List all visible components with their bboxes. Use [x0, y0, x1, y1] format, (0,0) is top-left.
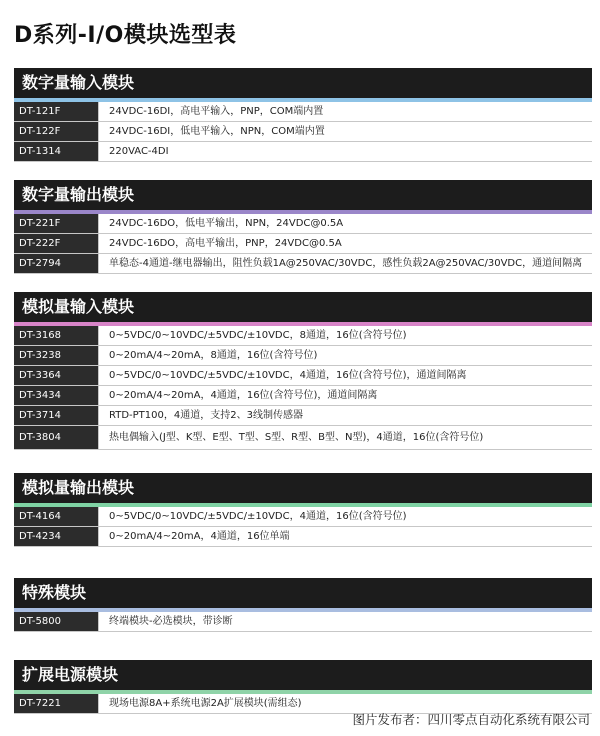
module-section	[14, 180, 592, 274]
module-section	[14, 68, 592, 162]
module-description: 0~20mA/4~20mA，4通道，16位(含符号位)，通道间隔离	[98, 386, 592, 405]
module-description: RTD-PT100，4通道，支持2、3线制传感器	[98, 406, 592, 425]
module-code: DT-221F	[14, 214, 98, 233]
module-description: 热电偶输入(J型、K型、E型、T型、S型、R型、B型、N型)，4通道，16位(含符号位)	[98, 426, 592, 449]
table-row	[14, 426, 592, 450]
module-description: 24VDC-16DI，低电平输入，NPN，COM端内置	[98, 122, 592, 141]
table-row	[14, 527, 592, 547]
module-section	[14, 660, 592, 714]
module-description: 0~20mA/4~20mA，8通道，16位(含符号位)	[98, 346, 592, 365]
table-row	[14, 234, 592, 254]
section-title: 扩展电源模块	[14, 660, 592, 690]
module-description: 0~20mA/4~20mA，4通道，16位单端	[98, 527, 592, 546]
module-code: DT-222F	[14, 234, 98, 253]
module-description: 现场电源8A+系统电源2A扩展模块(需组态)	[98, 694, 592, 713]
module-code: DT-4234	[14, 527, 98, 546]
section-title: 模拟量输出模块	[14, 473, 592, 503]
table-row	[14, 254, 592, 274]
table-row	[14, 612, 592, 632]
module-description: 24VDC-16DI，高电平输入，PNP，COM端内置	[98, 102, 592, 121]
module-code: DT-5800	[14, 612, 98, 631]
module-section	[14, 292, 592, 450]
table-row	[14, 214, 592, 234]
module-description: 220VAC-4DI	[98, 142, 592, 161]
module-section	[14, 473, 592, 547]
section-title: 特殊模块	[14, 578, 592, 608]
section-title: 模拟量输入模块	[14, 292, 592, 322]
module-code: DT-2794	[14, 254, 98, 273]
page-title: D系列-I/O模块选型表	[14, 23, 237, 48]
table-row	[14, 386, 592, 406]
module-code: DT-4164	[14, 507, 98, 526]
module-code: DT-7221	[14, 694, 98, 713]
module-code: DT-3168	[14, 326, 98, 345]
table-row	[14, 142, 592, 162]
table-row	[14, 366, 592, 386]
table-row	[14, 122, 592, 142]
section-title: 数字量输入模块	[14, 68, 592, 98]
module-code: DT-122F	[14, 122, 98, 141]
module-description: 0~5VDC/0~10VDC/±5VDC/±10VDC，8通道，16位(含符号位)	[98, 326, 592, 345]
module-code: DT-3804	[14, 426, 98, 449]
module-code: DT-3434	[14, 386, 98, 405]
module-section	[14, 578, 592, 632]
module-description: 24VDC-16DO，低电平输出，NPN，24VDC@0.5A	[98, 214, 592, 233]
table-row	[14, 406, 592, 426]
table-row	[14, 507, 592, 527]
module-code: DT-1314	[14, 142, 98, 161]
module-description: 单稳态-4通道-继电器输出，阻性负载1A@250VAC/30VDC，感性负载2A@250VAC/30VDC，通道间隔离	[98, 254, 592, 273]
table-row	[14, 326, 592, 346]
module-code: DT-3714	[14, 406, 98, 425]
module-description: 终端模块-必选模块，带诊断	[98, 612, 592, 631]
section-title: 数字量输出模块	[14, 180, 592, 210]
module-code: DT-3238	[14, 346, 98, 365]
module-code: DT-3364	[14, 366, 98, 385]
module-description: 0~5VDC/0~10VDC/±5VDC/±10VDC，4通道，16位(含符号位)	[98, 507, 592, 526]
module-description: 0~5VDC/0~10VDC/±5VDC/±10VDC，4通道，16位(含符号位)，通道间隔离	[98, 366, 592, 385]
publisher-credit: 图片发布者：四川零点自动化系统有限公司	[352, 712, 590, 727]
module-code: DT-121F	[14, 102, 98, 121]
table-row	[14, 346, 592, 366]
table-row	[14, 102, 592, 122]
module-description: 24VDC-16DO，高电平输出，PNP，24VDC@0.5A	[98, 234, 592, 253]
